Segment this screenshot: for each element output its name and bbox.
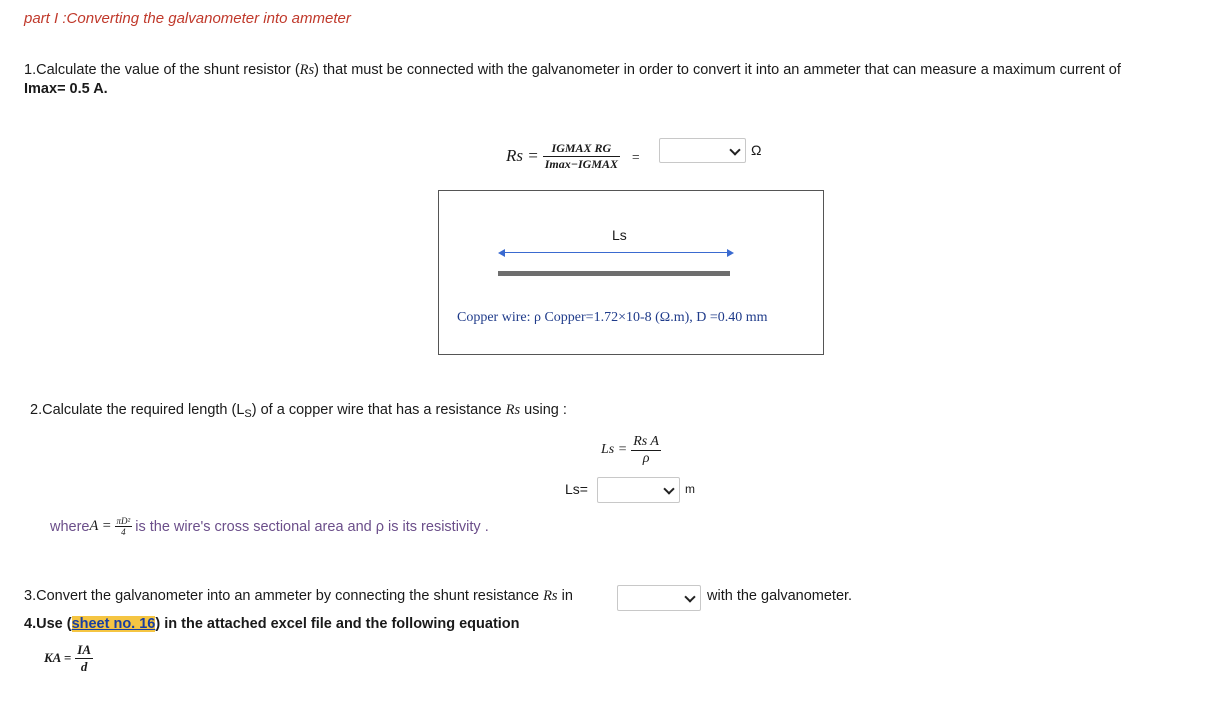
formula1-lhs: Rs = xyxy=(506,146,539,165)
length-arrow xyxy=(500,252,730,253)
where-suffix: is the wire's cross sectional area and ρ is its resistivity . xyxy=(135,518,489,535)
where-denominator: 4 xyxy=(121,527,126,537)
formula2-fraction xyxy=(631,434,661,467)
formula3-lhs: KA = xyxy=(44,650,72,665)
q3-var-rs: Rs xyxy=(543,588,558,604)
q2-suffix: using : xyxy=(520,402,567,418)
formula1-unit: Ω xyxy=(751,142,762,158)
question-1 xyxy=(24,61,1214,99)
formula3-denominator: d xyxy=(80,658,88,674)
formula1-denominator: Imax−IGMAX xyxy=(544,156,619,171)
length-label: Ls xyxy=(612,227,627,243)
shunt-value-select[interactable] xyxy=(659,138,746,163)
formula3-fraction xyxy=(75,642,93,675)
length-formula xyxy=(601,428,661,472)
where-numerator: πD² xyxy=(116,516,131,526)
ls-label: Ls= xyxy=(565,481,588,497)
chevron-down-icon xyxy=(663,483,674,494)
section-title: part I :Converting the galvanometer into ammeter xyxy=(24,10,351,27)
q4-suffix: ) in the attached excel file and the following equation xyxy=(155,616,520,632)
q3-mid: in xyxy=(557,588,573,604)
where-var: A = xyxy=(89,518,112,534)
formula1-equals: = xyxy=(632,148,640,164)
q4-prefix: 4.Use ( xyxy=(24,616,72,632)
where-prefix: where xyxy=(50,518,90,535)
q2-sub: S xyxy=(244,408,252,420)
sheet-reference-link[interactable]: sheet no. 16 xyxy=(71,616,156,632)
ls-unit: m xyxy=(685,482,695,496)
formula2-denominator: ρ xyxy=(642,450,650,466)
arrow-left-icon xyxy=(498,249,505,257)
formula3-numerator: IA xyxy=(77,641,92,657)
arrow-right-icon xyxy=(727,249,734,257)
formula2-numerator: Rs A xyxy=(633,433,659,449)
q3-suffix: with the galvanometer. xyxy=(707,588,853,604)
chevron-down-icon xyxy=(684,591,695,602)
formula2-lhs: Ls = xyxy=(601,442,628,457)
area-definition xyxy=(50,516,489,537)
q1-var-rs: Rs xyxy=(299,62,315,78)
q2-prefix: 2.Calculate the required length (L xyxy=(30,402,245,418)
chevron-down-icon xyxy=(729,144,740,155)
shunt-formula xyxy=(506,136,640,176)
question-4 xyxy=(24,616,520,632)
q2-var-rs: Rs xyxy=(505,402,521,418)
wire-caption: Copper wire: ρ Copper=1.72×10-8 (Ω.m), D =0.40 mm xyxy=(457,310,768,325)
q1-suffix: ) that must be connected with the galvanometer in order to convert it into an ammeter that can measure a maximum current of xyxy=(314,62,1121,78)
ls-value-select[interactable] xyxy=(597,477,680,503)
q3-prefix: 3.Convert the galvanometer into an ammeter by connecting the shunt resistance xyxy=(24,588,544,604)
formula1-fraction xyxy=(543,141,620,172)
q1-imax-value: = 0.5 A. xyxy=(57,81,108,97)
question-3 xyxy=(24,588,573,605)
q2-mid: ) of a copper wire that has a resistance xyxy=(251,402,506,418)
formula1-numerator: IGMAX RG xyxy=(543,141,620,157)
connection-type-select[interactable] xyxy=(617,585,701,611)
question-2 xyxy=(30,402,567,420)
ka-formula xyxy=(44,638,93,678)
q1-prefix: 1.Calculate the value of the shunt resistor ( xyxy=(24,62,300,78)
where-fraction xyxy=(115,516,133,537)
copper-wire xyxy=(498,271,730,276)
q1-imax-label: Imax xyxy=(24,81,58,97)
